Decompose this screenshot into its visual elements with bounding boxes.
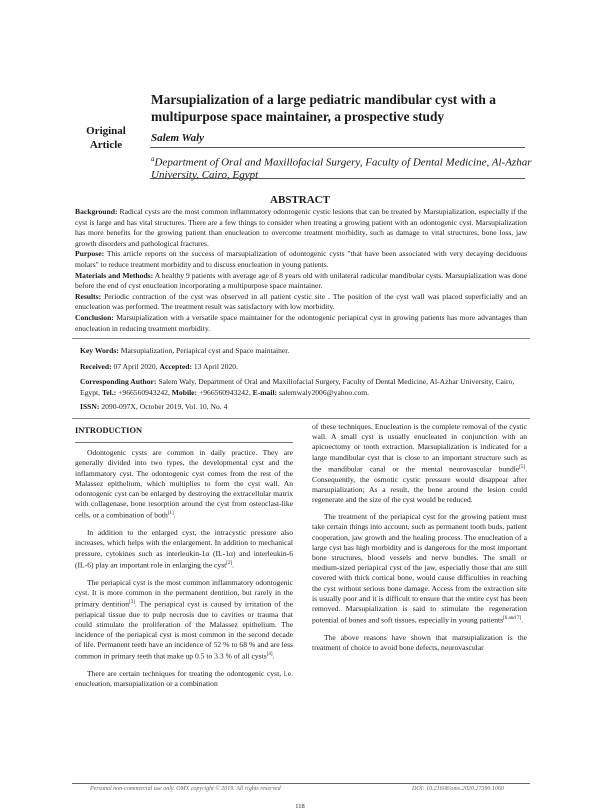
page-number: 118 bbox=[295, 803, 305, 810]
abstract-body bbox=[75, 207, 527, 334]
abstract-background: Background: Radical cysts are the most common inflammatory odontogenic cystic lesions that can be treated by Marsupialization, especially if the cyst is large and has vital structures. There are a few things to consider when treating a growing patient with an odontogenic cyst. Marsupialization has more benefits for the growing patient than enucleation to overcome treatment morbidity, such as damage to vital structures, bone loss, jaw growth disorders and pathological fractures. bbox=[75, 207, 527, 248]
affiliation-text: Department of Oral and Maxillofacial Surgery, Faculty of Dental Medicine, Al-Azhar University, Cairo, Egypt bbox=[151, 156, 532, 182]
footer-doi[interactable]: DOI: 10.21608/omx.2020.27390.1060 bbox=[412, 786, 504, 792]
abstract-purpose: Purpose: This article reports on the success of marsupialization of odontogenic cysts "that have been associated with very decaying deciduous molars" to reduce treatment morbidity and to discuss enucleation in young patients. bbox=[75, 249, 527, 269]
email-link[interactable]: salemwaly2006@yahoo.com. bbox=[277, 387, 370, 397]
intro-paragraph-4: There are certain techniques for treating the odontogenic cyst, i.e. enucleation, marsupialization or a combination bbox=[75, 669, 293, 689]
right-column bbox=[312, 422, 527, 660]
article-type-label bbox=[76, 124, 136, 152]
article-type-line2: Article bbox=[89, 139, 123, 151]
abstract-heading: ABSTRACT bbox=[270, 194, 330, 206]
abstract-divider bbox=[72, 338, 530, 339]
abstract-results: Results: Periodic contraction of the cyst was observed in all patient cystic site . The position of the cyst wall was placed superficially and an enucleation was performed. The treatment result was satisfactory with low morbidity. bbox=[75, 291, 527, 312]
intro-paragraph-1: Odontogenic cysts are common in daily practice. They are generally divided into two types, the developmental cyst and the inflammatory cyst. The odontogenic cyst comes from the rest of the Malassez epithelium, which multiplies to form the cyst wall. An odontogenic cyst can be enlarged by destroying the extracellular matrix with collagenase, bone resorption around the cyst from osteoclast-like cells, or a combination of both[1]. bbox=[75, 448, 293, 520]
affiliation-divider bbox=[150, 178, 525, 179]
intro-paragraph-3: The periapical cyst is the most common inflammatory odontogenic cyst. It is more common in the permanent dentition, but rarely in the primary dentition[3]. The periapical cyst is caused by irritation of the periapical tissue due to pulp necrosis due to cavities or trauma that could stimulate the proliferation of the Malassez epithelium. The incidence of the periapical cyst is most common in the second decade of life. Permanent teeth have an incidence of 52 % to 68 % and are less common in primary teeth that make up 0.5 to 3.3 % of all cysts[4]. bbox=[75, 577, 294, 661]
left-column bbox=[75, 426, 293, 697]
article-type-line1: Original bbox=[86, 125, 126, 137]
intro-divider bbox=[72, 418, 530, 419]
intro-paragraph-7: The above reasons have shown that marsupialization is the treatment of choice to avoid bone defects, neurovascular bbox=[312, 632, 527, 653]
author-name: Salem Waly bbox=[151, 132, 205, 144]
abstract-conclusion: Conclusion: Marsupialization with a versatile space maintainer for the odontogenic periapical cyst in growing patients has more advantages than enucleation in reducing treatment morbidity. bbox=[75, 312, 527, 333]
footer-copyright: Personal non-commercial use only. OMX copyright © 2019. All rights reserved bbox=[90, 786, 281, 792]
received-dates: Received: 07 April 2020, Accepted: 13 April 2020. bbox=[80, 362, 238, 371]
issn: ISSN: 2090-097X, October 2019, Vol. 10, No. 4 bbox=[80, 402, 228, 411]
footer-divider bbox=[72, 783, 530, 784]
intro-heading-rule bbox=[75, 442, 293, 443]
title-divider bbox=[150, 147, 525, 148]
affiliation-marker: a bbox=[151, 155, 155, 163]
article-title: Marsupialization of a large pediatric mandibular cyst with a multipurpose space maintainer, a prospective study bbox=[151, 92, 496, 124]
keywords: Key Words: Marsupialization, Periapical cyst and Space maintainer. bbox=[80, 346, 290, 355]
intro-paragraph-5: of these techniques. Enucleation is the complete removal of the cystic wall. A small cyst is usually enucleated in conjunction with an apicoectomy or tooth extraction. Marsupialization is indicated for a large mandibular cyst that is close to an important structure such as the mandibular canal or the mental neurovascular bundle[5]. Consequently, the osmotic cystic pressure would disappear after marsupialization; As a result, the bone around the lesion could regenerate and the size of the cyst would be reduced. bbox=[312, 422, 527, 504]
corresponding-author: Corresponding Author: Salem Waly, Department of Oral and Maxillofacial Surgery, Faculty of Dental Medicine, Al-Azhar University, Cairo, Egypt, Tel.: +966560943242, Mobile: +966560943242, E-mail: salemwaly2006@yahoo.com. bbox=[80, 377, 515, 397]
abstract-methods: Materials and Methods: A healthy 9 patients with average age of 8 years old with unilateral radicular mandibular cysts. Marsupialization was done before the end of cyst enucleation incorporating a multipurpose space maintainer. bbox=[75, 270, 527, 291]
intro-paragraph-2: In addition to the enlarged cyst, the intracystic pressure also increases, which helps with the enlargement. In addition to mechanical pressure, cytokines such as interleukin-1α (IL-1α) and interleukin-6 (IL-6) play an important role in enlarging the cyst[2]. bbox=[75, 528, 293, 570]
intro-paragraph-6: The treatment of the periapical cyst for the growing patient must take certain things into account, such as permanent tooth buds, patient cooperation, jaw growth and the healing process. The enucleation of a large cyst has high morbidity and is dangerous for the most important bone structures, blood vessels and nerve bundles. The small or medium-sized periapical cyst of the jaw, especially those that are still covered with thick cortical bone, would cause difficulties in reaching the cyst without serious bone damage. Access from the extraction site is usually poor and it is difficult to ensure that the entire cyst has been removed. Marsupialization is said to stimulate the regeneration potential of bones and soft tissues, especially in young patients[6 and 7]. bbox=[312, 512, 527, 625]
introduction-heading: INTRODUCTION bbox=[75, 426, 143, 435]
